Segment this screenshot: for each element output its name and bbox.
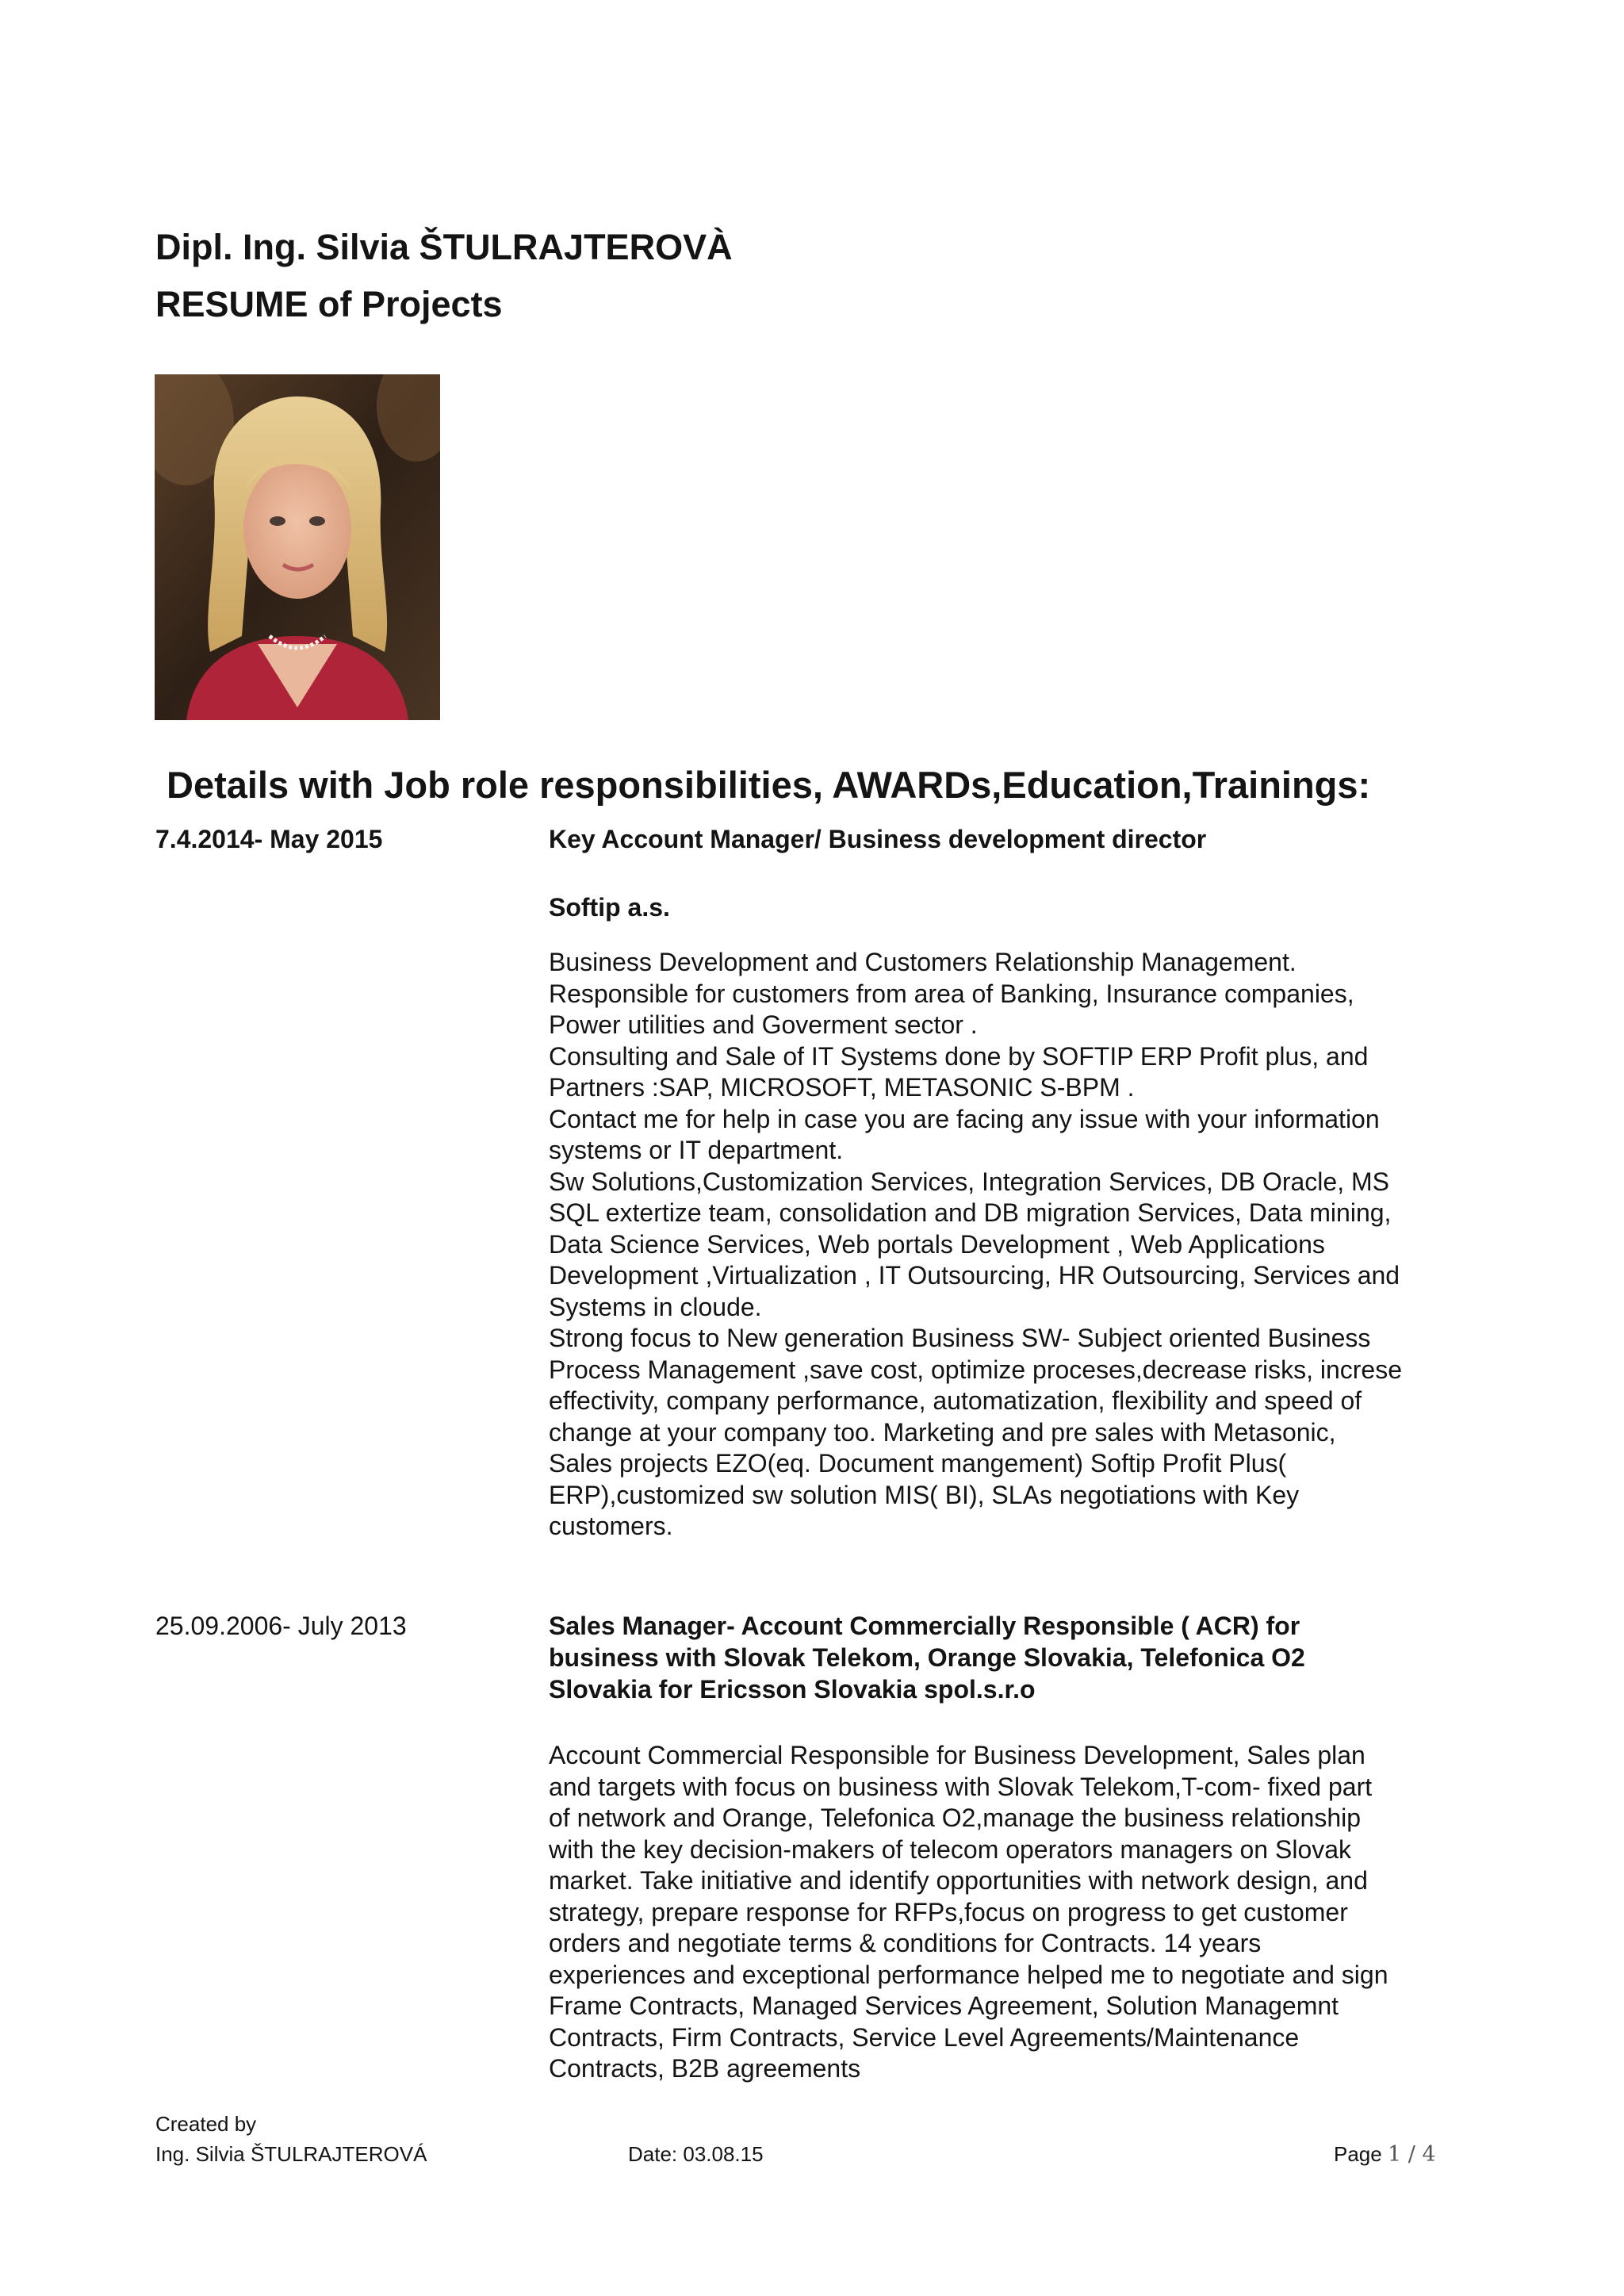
job-date: 7.4.2014- May 2015	[155, 825, 383, 853]
job-details	[549, 823, 1477, 1543]
page-footer	[155, 2111, 1440, 2175]
job-description: Business Development and Customers Relationship Management. Responsible for customers from area of Banking, Insurance companies, Power utilities and Goverment sector . Consulting and Sale of IT Systems done by SOFTIP ERP Profit plus, and Partners :SAP, MICROSOFT, METASONIC S-BPM . Contact me for help in case you are facing any issue with your information systems or IT department. Sw Solutions,Customization Services, Integration Services, DB Oracle, MS SQL extertize team, consolidation and DB migration Services, Data mining, Data Science Services, Web portals Development , Web Applications Development ,Virtualization , IT Outsourcing, HR Outsourcing, Services and Systems in cloude. Strong focus to New generation Business SW- Subject oriented Business Process Management ,save cost, optimize proceses,decrease risks, increse effectivity, company performance, automatization, flexibility and speed of change at your company too. Marketing and pre sales with Metasonic, Sales projects EZO(eq. Document mangement) Softip Profit Plus( ERP),customized sw solution MIS( BI), SLAs negotiations with Key customers.	[549, 948, 1403, 1540]
portrait-photo	[155, 374, 440, 720]
resume-owner-name: Dipl. Ing. Silvia ŠTULRAJTEROVÀ	[155, 227, 733, 267]
footer-created-label: Created by	[155, 2112, 257, 2136]
resume-subtitle: RESUME of Projects	[155, 284, 503, 324]
footer-date: Date: 03.08.15	[628, 2142, 764, 2166]
footer-page-indicator	[1334, 2141, 1436, 2168]
portrait-photo-icon	[155, 374, 440, 720]
job-role: Key Account Manager/ Business development director	[549, 825, 1207, 853]
footer-author: Ing. Silvia ŠTULRAJTEROVÁ	[155, 2142, 427, 2166]
job-description: Account Commercial Responsible for Business Development, Sales plan and targets with focus on business with Slovak Telekom,T-com- fixed part of network and Orange, Telefonica O2,manage the business relationship with the key decision-makers of telecom operators managers on Slovak market. Take initiative and identify opportunities with network design, and strategy, prepare response for RFPs,focus on progress to get customer orders and negotiate terms & conditions for Contracts. 14 years experiences and exceptional performance helped me to negotiate and sign Frame Contracts, Managed Services Agreement, Solution Managemnt Contracts, Firm Contracts, Service Level Agreements/Maintenance Contracts, B2B agreements	[549, 1741, 1388, 2083]
section-heading: Details with Job role responsibilities, AWARDs,Education,Trainings:	[167, 764, 1371, 806]
job-role: Sales Manager- Account Commercially Responsible ( ACR) for business with Slovak Telekom, Orange Slovakia, Telefonica O2 Slovakia for Ericsson Slovakia spol.s.r.o	[549, 1612, 1305, 1704]
footer-page-number: 1 / 4	[1387, 2142, 1436, 2167]
job-date: 25.09.2006- July 2013	[155, 1612, 407, 1640]
page-title	[155, 219, 733, 333]
job-details	[549, 1610, 1477, 2085]
job-company: Softip a.s.	[549, 893, 670, 922]
footer-page-label: Page	[1334, 2142, 1382, 2166]
